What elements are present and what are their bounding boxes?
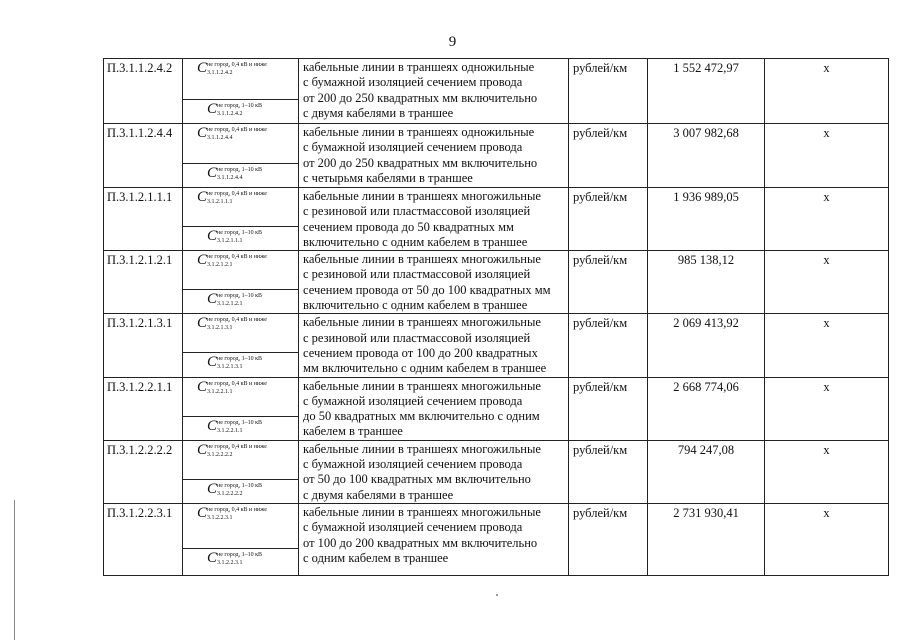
scan-binding-line	[14, 500, 15, 640]
tariff-symbol: C не город, 1–10 кВ 3.1.2.1.3.1	[207, 354, 262, 371]
description-line: с резиновой или пластмассовой изоляцией	[303, 330, 531, 345]
description-line: от 200 до 250 квадратных мм включительно	[303, 155, 538, 170]
description-line: от 50 до 100 квадратных мм включительно	[303, 472, 531, 487]
table-row	[104, 440, 889, 503]
tariff-table	[103, 58, 889, 576]
row-x-mark: x	[765, 314, 889, 377]
description-line: мм включительно с одним кабелем в траншее	[303, 361, 547, 376]
tariff-symbol-superscript: не город, 1–10 кВ	[217, 419, 262, 426]
symbol-medium-voltage	[183, 99, 298, 123]
tariff-symbol-superscript: не город, 1–10 кВ	[217, 230, 262, 236]
description-line: с четырьмя кабелями в траншее	[303, 170, 473, 185]
tariff-symbol: C не город, 1–10 кВ 3.1.1.2.4.4	[207, 165, 262, 181]
tariff-symbol-subscript: 3.1.2.2.2.2	[217, 490, 243, 497]
row-x-mark: x	[765, 188, 889, 251]
row-description	[299, 314, 569, 377]
tariff-symbol-superscript: не город, 0,4 кВ и ниже	[207, 62, 267, 68]
row-unit: рублей/км	[569, 251, 648, 314]
description-line: сечением провода до 50 квадратных мм	[303, 219, 514, 234]
scan-artifact	[496, 594, 498, 596]
row-code: П.3.1.2.2.2.2	[104, 440, 183, 503]
table-row	[104, 124, 889, 188]
description-line: включительно с одним кабелем в траншее	[303, 298, 528, 313]
description-line: с резиновой или пластмассовой изоляцией	[303, 204, 531, 219]
table-row	[104, 59, 889, 124]
row-unit: рублей/км	[569, 503, 648, 575]
tariff-symbol: C не город, 1–10 кВ 3.1.2.2.2.2	[207, 480, 262, 497]
symbol-low-voltage	[183, 441, 298, 459]
description-line: сечением провода от 100 до 200 квадратных	[303, 345, 538, 360]
row-unit: рублей/км	[569, 59, 648, 124]
row-description	[299, 59, 569, 124]
row-unit: рублей/км	[569, 440, 648, 503]
tariff-symbol-subscript: 3.1.1.2.4.2	[217, 111, 243, 117]
symbol-medium-voltage	[183, 352, 298, 375]
row-x-mark: x	[765, 251, 889, 314]
table-row	[104, 251, 889, 314]
description-line: с двумя кабелями в траншее	[303, 487, 454, 502]
description-line: с бумажной изоляцией сечением провода	[303, 75, 523, 90]
tariff-symbol-subscript: 3.1.2.1.3.1	[207, 325, 233, 332]
tariff-symbol-cell	[183, 59, 299, 124]
tariff-symbol: C не город, 0,4 кВ и ниже 3.1.1.2.4.2	[197, 60, 267, 76]
tariff-symbol-subscript: 3.1.2.2.2.2	[207, 451, 233, 458]
row-unit: рублей/км	[569, 377, 648, 440]
tariff-symbol: C не город, 0,4 кВ и ниже 3.1.1.2.4.4	[197, 125, 267, 141]
symbol-low-voltage	[183, 188, 298, 206]
description-line: кабельные линии в траншеях многожильные	[303, 378, 541, 393]
symbol-low-voltage	[183, 124, 298, 142]
description-line: кабельные линии в траншеях одножильные	[303, 125, 535, 139]
tariff-symbol: C не город, 0,4 кВ и ниже 3.1.2.1.1.1	[197, 189, 267, 205]
description-line: кабелем в траншее	[303, 424, 403, 439]
tariff-symbol-subscript: 3.1.1.2.4.4	[207, 135, 233, 141]
row-x-mark: x	[765, 503, 889, 575]
tariff-symbol-cell	[183, 251, 299, 314]
description-line: кабельные линии в траншеях многожильные	[303, 189, 541, 203]
row-unit: рублей/км	[569, 188, 648, 251]
row-value: 985 138,12	[648, 251, 765, 314]
tariff-symbol-subscript: 3.1.2.2.1.1	[207, 388, 233, 395]
description-line: кабельные линии в траншеях многожильные	[303, 441, 541, 456]
tariff-symbol-cell	[183, 503, 299, 575]
description-line: от 200 до 250 квадратных мм включительно	[303, 90, 538, 105]
tariff-symbol: C не город, 0,4 кВ и ниже 3.1.2.2.2.2	[197, 441, 267, 458]
row-description	[299, 503, 569, 575]
tariff-symbol-superscript: не город, 0,4 кВ и ниже	[207, 191, 267, 197]
symbol-medium-voltage	[183, 548, 298, 575]
tariff-symbol-subscript: 3.1.2.1.1.1	[217, 238, 243, 244]
tariff-symbol-superscript: не город, 0,4 кВ и ниже	[207, 317, 267, 324]
table-row	[104, 503, 889, 575]
description-line: с бумажной изоляцией сечением провода	[303, 520, 523, 535]
row-code: П.3.1.2.1.1.1	[104, 188, 183, 251]
tariff-symbol-superscript: не город, 1–10 кВ	[217, 551, 262, 558]
tariff-symbol-subscript: 3.1.2.1.2.1	[207, 262, 233, 269]
row-code: П.3.1.2.2.3.1	[104, 503, 183, 575]
description-line: кабельные линии в траншеях одножильные	[303, 60, 535, 74]
row-unit: рублей/км	[569, 124, 648, 188]
description-line: с одним кабелем в траншее	[303, 550, 449, 565]
tariff-symbol-superscript: не город, 1–10 кВ	[217, 356, 262, 363]
tariff-symbol-subscript: 3.1.2.2.3.1	[217, 559, 243, 566]
row-code: П.3.1.2.2.1.1	[104, 377, 183, 440]
row-value: 1 936 989,05	[648, 188, 765, 251]
symbol-medium-voltage	[183, 226, 298, 249]
description-line: сечением провода от 50 до 100 квадратных мм	[303, 282, 551, 297]
tariff-symbol-cell	[183, 440, 299, 503]
description-line: кабельные линии в траншеях многожильные	[303, 504, 541, 519]
row-unit: рублей/км	[569, 314, 648, 377]
description-line: с бумажной изоляцией сечением провода	[303, 393, 523, 408]
symbol-low-voltage	[183, 504, 298, 522]
tariff-symbol-cell	[183, 188, 299, 251]
tariff-symbol-superscript: не город, 0,4 кВ и ниже	[207, 506, 267, 513]
tariff-symbol: C не город, 0,4 кВ и ниже 3.1.2.2.1.1	[197, 378, 267, 395]
row-code: П.3.1.1.2.4.2	[104, 59, 183, 124]
row-value: 2 731 930,41	[648, 503, 765, 575]
tariff-symbol-superscript: не город, 0,4 кВ и ниже	[207, 127, 267, 133]
row-value: 2 069 413,92	[648, 314, 765, 377]
tariff-symbol-superscript: не город, 1–10 кВ	[217, 482, 262, 489]
tariff-symbol-subscript: 3.1.2.2.1.1	[217, 427, 243, 434]
description-line: включительно с одним кабелем в траншее	[303, 234, 528, 249]
tariff-symbol-superscript: не город, 0,4 кВ и ниже	[207, 380, 267, 387]
row-value: 794 247,08	[648, 440, 765, 503]
symbol-low-voltage	[183, 378, 298, 396]
row-description	[299, 251, 569, 314]
description-line: кабельные линии в траншеях многожильные	[303, 315, 541, 330]
row-x-mark: x	[765, 59, 889, 124]
row-value: 3 007 982,68	[648, 124, 765, 188]
symbol-medium-voltage	[183, 289, 298, 312]
row-description	[299, 124, 569, 188]
tariff-symbol: C не город, 1–10 кВ 3.1.2.1.2.1	[207, 291, 262, 308]
description-line: от 100 до 200 квадратных мм включительно	[303, 535, 538, 550]
table-row	[104, 377, 889, 440]
tariff-symbol: C не город, 1–10 кВ 3.1.2.2.1.1	[207, 417, 262, 434]
tariff-symbol-subscript: 3.1.1.2.4.2	[207, 70, 233, 76]
tariff-symbol-subscript: 3.1.2.2.3.1	[207, 514, 233, 521]
tariff-symbol-cell	[183, 124, 299, 188]
tariff-symbol: C не город, 1–10 кВ 3.1.1.2.4.2	[207, 101, 262, 117]
row-code: П.3.1.2.1.2.1	[104, 251, 183, 314]
symbol-low-voltage	[183, 59, 298, 77]
tariff-symbol-subscript: 3.1.2.1.2.1	[217, 301, 243, 308]
row-code: П.3.1.2.1.3.1	[104, 314, 183, 377]
description-line: с бумажной изоляцией сечением провода	[303, 457, 523, 472]
symbol-medium-voltage	[183, 416, 298, 439]
tariff-symbol-subscript: 3.1.1.2.4.4	[217, 175, 243, 181]
symbol-low-voltage	[183, 314, 298, 332]
row-value: 1 552 472,97	[648, 59, 765, 124]
tariff-symbol-superscript: не город, 0,4 кВ и ниже	[207, 443, 267, 450]
tariff-symbol-superscript: не город, 1–10 кВ	[217, 167, 262, 173]
tariff-symbol: C не город, 0,4 кВ и ниже 3.1.2.2.3.1	[197, 504, 267, 521]
tariff-symbol-superscript: не город, 0,4 кВ и ниже	[207, 254, 267, 261]
row-code: П.3.1.1.2.4.4	[104, 124, 183, 188]
tariff-symbol-subscript: 3.1.2.1.3.1	[217, 364, 243, 371]
description-line: с двумя кабелями в траншее	[303, 105, 454, 120]
tariff-symbol: C не город, 0,4 кВ и ниже 3.1.2.1.3.1	[197, 315, 267, 332]
symbol-low-voltage	[183, 251, 298, 269]
tariff-symbol-subscript: 3.1.2.1.1.1	[207, 199, 233, 205]
row-description	[299, 188, 569, 251]
row-x-mark: x	[765, 440, 889, 503]
tariff-symbol: C не город, 0,4 кВ и ниже 3.1.2.1.2.1	[197, 252, 267, 269]
tariff-symbol-cell	[183, 377, 299, 440]
table-row	[104, 188, 889, 251]
tariff-symbol: C не город, 1–10 кВ 3.1.2.1.1.1	[207, 228, 262, 244]
tariff-symbol-superscript: не город, 1–10 кВ	[217, 293, 262, 300]
row-x-mark: x	[765, 377, 889, 440]
tariff-symbol-cell	[183, 314, 299, 377]
row-value: 2 668 774,06	[648, 377, 765, 440]
description-line: кабельные линии в траншеях многожильные	[303, 252, 541, 267]
table-row	[104, 314, 889, 377]
symbol-medium-voltage	[183, 479, 298, 502]
description-line: с бумажной изоляцией сечением провода	[303, 140, 523, 155]
description-line: с резиновой или пластмассовой изоляцией	[303, 267, 531, 282]
symbol-medium-voltage	[183, 163, 298, 187]
row-description	[299, 377, 569, 440]
row-x-mark: x	[765, 124, 889, 188]
row-description	[299, 440, 569, 503]
tariff-symbol-superscript: не город, 1–10 кВ	[217, 103, 262, 109]
page-number: 9	[448, 34, 457, 50]
tariff-symbol: C не город, 1–10 кВ 3.1.2.2.3.1	[207, 549, 262, 566]
description-line: до 50 квадратных мм включительно с одним	[303, 409, 540, 424]
